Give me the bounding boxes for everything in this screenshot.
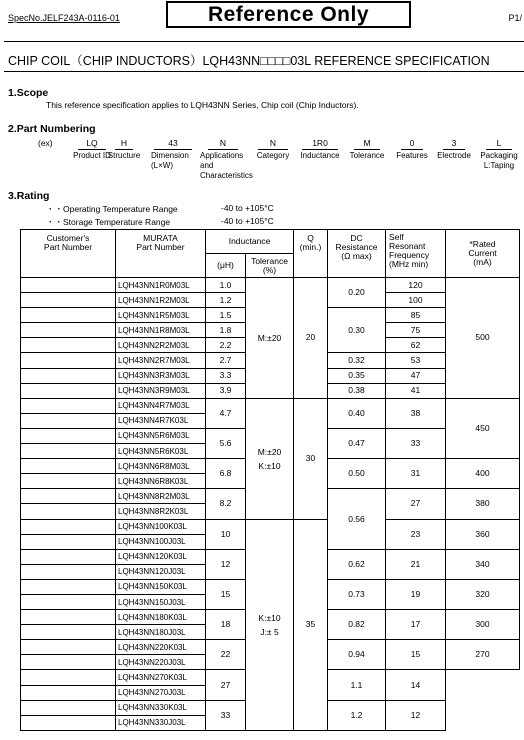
srf-cell: 21 [386,549,446,579]
customer-part-header: Customer's Part Number [21,230,116,278]
dc-resistance-header: DC Resistance (Ω max) [328,230,386,278]
customer-part-cell [21,428,116,443]
srf-cell: 19 [386,579,446,609]
table-row [21,278,520,293]
murata-part-cell: LQH43NN4R7M03L [116,398,206,413]
inductance-cell: 18 [206,610,246,640]
part-code-segment: M [354,138,380,150]
inductance-cell: 6.8 [206,459,246,489]
customer-part-cell [21,670,116,685]
page-number: P1/ [508,13,522,23]
dc-resistance-cell: 0.35 [328,368,386,383]
murata-part-cell: LQH43NN220K03L [116,640,206,655]
part-numbering-heading: 2.Part Numbering [8,123,96,135]
spec-number: SpecNo.JELF243A-0116-01 [8,13,120,23]
srf-cell: 38 [386,398,446,428]
operating-temp-label: ・・Operating Temperature Range [46,204,178,214]
q-header: Q (min.) [294,230,328,278]
table-row [21,398,520,413]
part-code-label: Dimension (L×W) [151,151,189,170]
dc-resistance-cell: 0.47 [328,428,386,458]
uh-header: (μH) [206,254,246,278]
customer-part-cell [21,278,116,293]
customer-part-cell [21,474,116,489]
srf-cell: 17 [386,610,446,640]
part-code-label: Category [256,151,290,160]
rated-current-cell: 300 [446,610,520,640]
q-cell: 20 [294,278,328,399]
q-cell: 35 [294,519,328,730]
inductance-cell: 4.7 [206,398,246,428]
inductance-cell: 1.5 [206,308,246,323]
customer-part-cell [21,579,116,594]
part-code-label: Product ID [73,151,111,160]
part-code-segment: N [258,138,288,150]
srf-cell: 14 [386,670,446,700]
rated-current-cell: 500 [446,278,520,399]
srf-cell: 27 [386,489,446,519]
dc-resistance-cell: 0.32 [328,353,386,368]
srf-cell: 12 [386,700,446,730]
dc-resistance-cell: 0.56 [328,489,386,549]
murata-part-cell: LQH43NN2R2M03L [116,338,206,353]
dc-resistance-cell: 1.2 [328,700,386,730]
customer-part-cell [21,549,116,564]
murata-part-cell: LQH43NN6R8M03L [116,459,206,474]
murata-part-cell: LQH43NN220J03L [116,655,206,670]
murata-part-cell: LQH43NN5R6M03L [116,428,206,443]
rated-current-cell: 360 [446,519,520,549]
part-code-segment: 43 [154,138,192,150]
srf-cell: 75 [386,323,446,338]
inductance-cell: 3.9 [206,383,246,398]
murata-part-cell: LQH43NN1R2M03L [116,293,206,308]
title-rule-bottom [4,71,524,72]
customer-part-cell [21,489,116,504]
tolerance-cell: K:±10 J:± 5 [246,519,294,730]
murata-part-cell: LQH43NN330K03L [116,700,206,715]
inductance-cell: 8.2 [206,489,246,519]
murata-part-cell: LQH43NN180K03L [116,610,206,625]
part-code-label: Packaging L:Taping [480,151,518,170]
tolerance-header: Tolerance (%) [246,254,294,278]
murata-part-cell: LQH43NN4R7K03L [116,413,206,428]
part-code-label: Tolerance [349,151,385,160]
part-code-label: Applications and Characteristics [200,151,253,180]
customer-part-cell [21,353,116,368]
murata-part-cell: LQH43NN8R2K03L [116,504,206,519]
srf-cell: 31 [386,459,446,489]
inductance-header: Inductance [206,230,294,254]
dc-resistance-cell: 0.30 [328,308,386,353]
inductance-cell: 12 [206,549,246,579]
customer-part-cell [21,338,116,353]
srf-header: Self Resonant Frequency (MHz min) [386,230,446,278]
dc-resistance-cell: 0.50 [328,459,386,489]
rated-current-cell: 320 [446,579,520,609]
customer-part-cell [21,444,116,459]
murata-part-cell: LQH43NN270K03L [116,670,206,685]
customer-part-cell [21,519,116,534]
customer-part-cell [21,685,116,700]
murata-part-cell: LQH43NN100J03L [116,534,206,549]
customer-part-cell [21,564,116,579]
part-code-label: Inductance [300,151,340,160]
srf-cell: 15 [386,640,446,670]
document-title: CHIP COIL（CHIP INDUCTORS）LQH43NN□□□□03L REFERENCE SPECIFICATION [8,54,490,68]
murata-part-cell: LQH43NN2R7M03L [116,353,206,368]
customer-part-cell [21,383,116,398]
murata-part-cell: LQH43NN1R0M03L [116,278,206,293]
operating-temp-value: -40 to +105°C [221,203,274,213]
customer-part-cell [21,655,116,670]
part-code-segment: H [115,138,133,150]
customer-part-cell [21,640,116,655]
murata-part-cell: LQH43NN330J03L [116,715,206,730]
murata-part-cell: LQH43NN100K03L [116,519,206,534]
part-code-segment: 3 [443,138,465,150]
inductance-cell: 2.7 [206,353,246,368]
part-code-segment: LQ [78,138,106,150]
tolerance-cell: M:±20 [246,278,294,399]
murata-part-cell: LQH43NN3R9M03L [116,383,206,398]
part-code-label: Structure [107,151,141,160]
customer-part-cell [21,323,116,338]
inductance-cell: 10 [206,519,246,549]
customer-part-cell [21,368,116,383]
murata-part-header: MURATA Part Number [116,230,206,278]
murata-part-cell: LQH43NN120K03L [116,549,206,564]
rated-current-header: *Rated Current (mA) [446,230,520,278]
dc-resistance-cell: 0.82 [328,610,386,640]
rated-current-cell: 450 [446,398,520,458]
inductance-cell: 5.6 [206,428,246,458]
part-code-label: Electrode [437,151,471,160]
scope-text: This reference specification applies to LQH43NN Series, Chip coil (Chip Inductors). [46,100,359,110]
part-code-segment: 1R0 [302,138,338,150]
example-label: (ex) [38,138,53,148]
customer-part-cell [21,504,116,519]
customer-part-cell [21,594,116,609]
dc-resistance-cell: 0.73 [328,579,386,609]
customer-part-cell [21,715,116,730]
inductance-cell: 15 [206,579,246,609]
murata-part-cell: LQH43NN150J03L [116,594,206,609]
scope-heading: 1.Scope [8,87,49,99]
dc-resistance-cell: 1.1 [328,670,386,700]
rated-current-cell: 270 [446,640,520,670]
customer-part-cell [21,610,116,625]
srf-cell: 33 [386,428,446,458]
rated-current-cell: 380 [446,489,520,519]
murata-part-cell: LQH43NN8R2M03L [116,489,206,504]
inductance-cell: 33 [206,700,246,730]
customer-part-cell [21,413,116,428]
murata-part-cell: LQH43NN180J03L [116,625,206,640]
customer-part-cell [21,534,116,549]
title-rule-top [4,41,524,42]
dc-resistance-cell: 0.38 [328,383,386,398]
inductance-cell: 22 [206,640,246,670]
srf-cell: 47 [386,368,446,383]
inductance-cell: 1.8 [206,323,246,338]
inductance-cell: 27 [206,670,246,700]
storage-temp-label: ・・Storage Temperature Range [46,217,171,227]
srf-cell: 23 [386,519,446,549]
part-code-segment: 0 [401,138,423,150]
dc-resistance-cell: 0.94 [328,640,386,670]
murata-part-cell: LQH43NN150K03L [116,579,206,594]
srf-cell: 100 [386,293,446,308]
customer-part-cell [21,700,116,715]
rating-table [20,229,520,731]
murata-part-cell: LQH43NN1R5M03L [116,308,206,323]
tolerance-cell: M:±20 K:±10 [246,398,294,519]
customer-part-cell [21,398,116,413]
murata-part-cell: LQH43NN5R6K03L [116,444,206,459]
murata-part-cell: LQH43NN1R8M03L [116,323,206,338]
part-code-segment: N [208,138,238,150]
dc-resistance-cell: 0.62 [328,549,386,579]
reference-only-banner: Reference Only [166,1,411,28]
customer-part-cell [21,293,116,308]
inductance-cell: 3.3 [206,368,246,383]
rated-current-cell: 340 [446,549,520,579]
murata-part-cell: LQH43NN270J03L [116,685,206,700]
inductance-cell: 2.2 [206,338,246,353]
part-code-label: Features [396,151,428,160]
customer-part-cell [21,308,116,323]
srf-cell: 53 [386,353,446,368]
part-code-segment: L [486,138,512,150]
table-row [21,519,520,534]
murata-part-cell: LQH43NN3R3M03L [116,368,206,383]
customer-part-cell [21,459,116,474]
storage-temp-value: -40 to +105°C [221,216,274,226]
q-cell: 30 [294,398,328,519]
srf-cell: 62 [386,338,446,353]
srf-cell: 41 [386,383,446,398]
murata-part-cell: LQH43NN120J03L [116,564,206,579]
inductance-cell: 1.0 [206,278,246,293]
srf-cell: 120 [386,278,446,293]
dc-resistance-cell: 0.20 [328,278,386,308]
customer-part-cell [21,625,116,640]
inductance-cell: 1.2 [206,293,246,308]
dc-resistance-cell: 0.40 [328,398,386,428]
rating-heading: 3.Rating [8,190,50,202]
murata-part-cell: LQH43NN6R8K03L [116,474,206,489]
rated-current-cell: 400 [446,459,520,489]
srf-cell: 85 [386,308,446,323]
